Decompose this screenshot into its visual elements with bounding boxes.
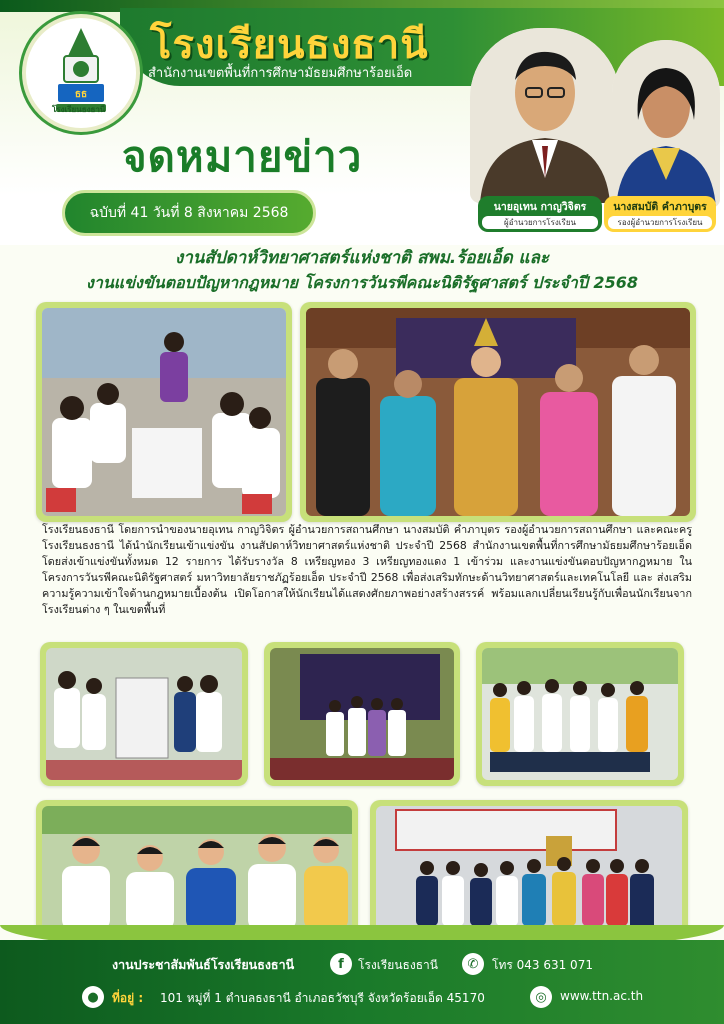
deputy-director-portrait — [612, 40, 720, 208]
school-subtitle: สำนักงานเขตพื้นที่การศึกษามัธยมศึกษาร้อยเอ็ด — [148, 66, 413, 81]
photo-frame-contest-banner — [264, 642, 460, 786]
headline-line-2: งานแข่งขันตอบปัญหากฎหมาย โครงการวันรพีคณะนิติรัฐศาสตร์ ประจำปี 2568 — [86, 273, 638, 292]
facebook-link[interactable]: โรงเรียนธงธานี — [358, 958, 438, 972]
photo-contest-banner — [270, 648, 454, 780]
photo-group-stage — [306, 308, 690, 516]
issue-badge: ฉบับที่ 41 วันที่ 8 สิงหาคม 2568 — [62, 190, 316, 236]
school-name: โรงเรียนธงธานี — [150, 22, 429, 68]
location-pin-icon: ● — [82, 986, 104, 1008]
director-name: นายอุเทน กาญวิจิตร — [493, 201, 587, 213]
footer-pr-unit: งานประชาสัมพันธ์โรงเรียนธงธานี — [112, 957, 295, 972]
article-body: โรงเรียนธงธานี โดยการนำของนายอุเทน กาญวิจิตร ผู้อำนวยการสถานศึกษา นางสมบัติ คำภาบุตร รองผู้อำนวยการสถานศึกษา และคณะครูโรงเรียนธงธานี ได้นำนักเรียนเข้าแข่งขัน งานสัปดาห์วิทยาศาสตร์แห่งชาติ ประจำปี 2568 สำนักงานเขตพื้นที่การศึกษามัธยมศึกษาร้อยเอ็ด โดยส่งเข้าแข่งขันทั้งหมด 12 รายการ ได้รับรางวัล 8 เหรียญทอง 3 เหรียญทองแดง 1 เข้าร่วม และงานแข่งขันตอบปัญหากฎหมาย ในโครงการวันรพีคณะนิติรัฐศาสตร์ มหาวิทยาลัยราชภัฏร้อยเอ็ด ประจำปี 2568 เพื่อส่งเสริมทักษะด้านวิทยาศาสตร์และเทคโนโลยี และ ส่งเสริมความรู้ความเข้าใจด้านกฎหมายเบื้องต้น เปิดโอกาสให้นักเรียนได้แสดงศักยภาพอย่างสร้างสรรค์ พร้อมแลกเปลี่ยนเรียนรู้กับเพื่อนนักเรียนจากโรงเรียนต่าง ๆ ในเขตพื้นที่ — [42, 523, 692, 616]
photo-law-contest — [376, 806, 682, 930]
address-label: ที่อยู่ : — [112, 991, 144, 1005]
deputy-nameplate — [604, 196, 716, 232]
footer-contact-row — [0, 955, 724, 981]
photo-science-booth — [46, 648, 242, 780]
deputy-role: รองผู้อำนวยการโรงเรียน — [608, 216, 712, 229]
photo-frame-science-booth — [40, 642, 248, 786]
director-role: ผู้อำนวยการโรงเรียน — [482, 216, 598, 229]
photo-frame-award-students — [36, 800, 358, 936]
photo-award-students — [42, 806, 352, 930]
footer-address-row — [0, 988, 724, 1014]
director-nameplate — [478, 196, 602, 232]
photo-frame-students-lineup — [476, 642, 684, 786]
photo-frame-law-contest — [370, 800, 688, 936]
photo-frame-group-stage — [300, 302, 696, 522]
headline-line-1: งานสัปดาห์วิทยาศาสตร์แห่งชาติ สพม.ร้อยเอ็ด และ — [174, 248, 550, 268]
school-emblem-icon — [44, 26, 118, 114]
deputy-name: นางสมบัติ คำภาบุตร — [613, 201, 707, 213]
director-portrait — [470, 28, 620, 203]
logo-caption: โรงเรียนธงธานี — [52, 105, 106, 114]
newsletter-title: จดหมายข่าว — [122, 132, 363, 181]
phone-icon: ✆ — [462, 953, 484, 975]
svg-text:ธธ: ธธ — [74, 89, 88, 100]
photo-frame-classroom — [36, 302, 292, 522]
globe-icon: ◎ — [530, 986, 552, 1008]
facebook-icon[interactable]: f — [330, 953, 352, 975]
photo-students-lineup — [482, 648, 678, 780]
photo-classroom — [42, 308, 286, 516]
address-text: 101 หมู่ที่ 1 ตำบลธงธานี อำเภอธวัชบุรี จังหวัดร้อยเอ็ด 45170 — [160, 991, 485, 1005]
phone-number[interactable]: โทร 043 631 071 — [492, 958, 593, 972]
website-link[interactable]: www.ttn.ac.th — [560, 989, 644, 1003]
